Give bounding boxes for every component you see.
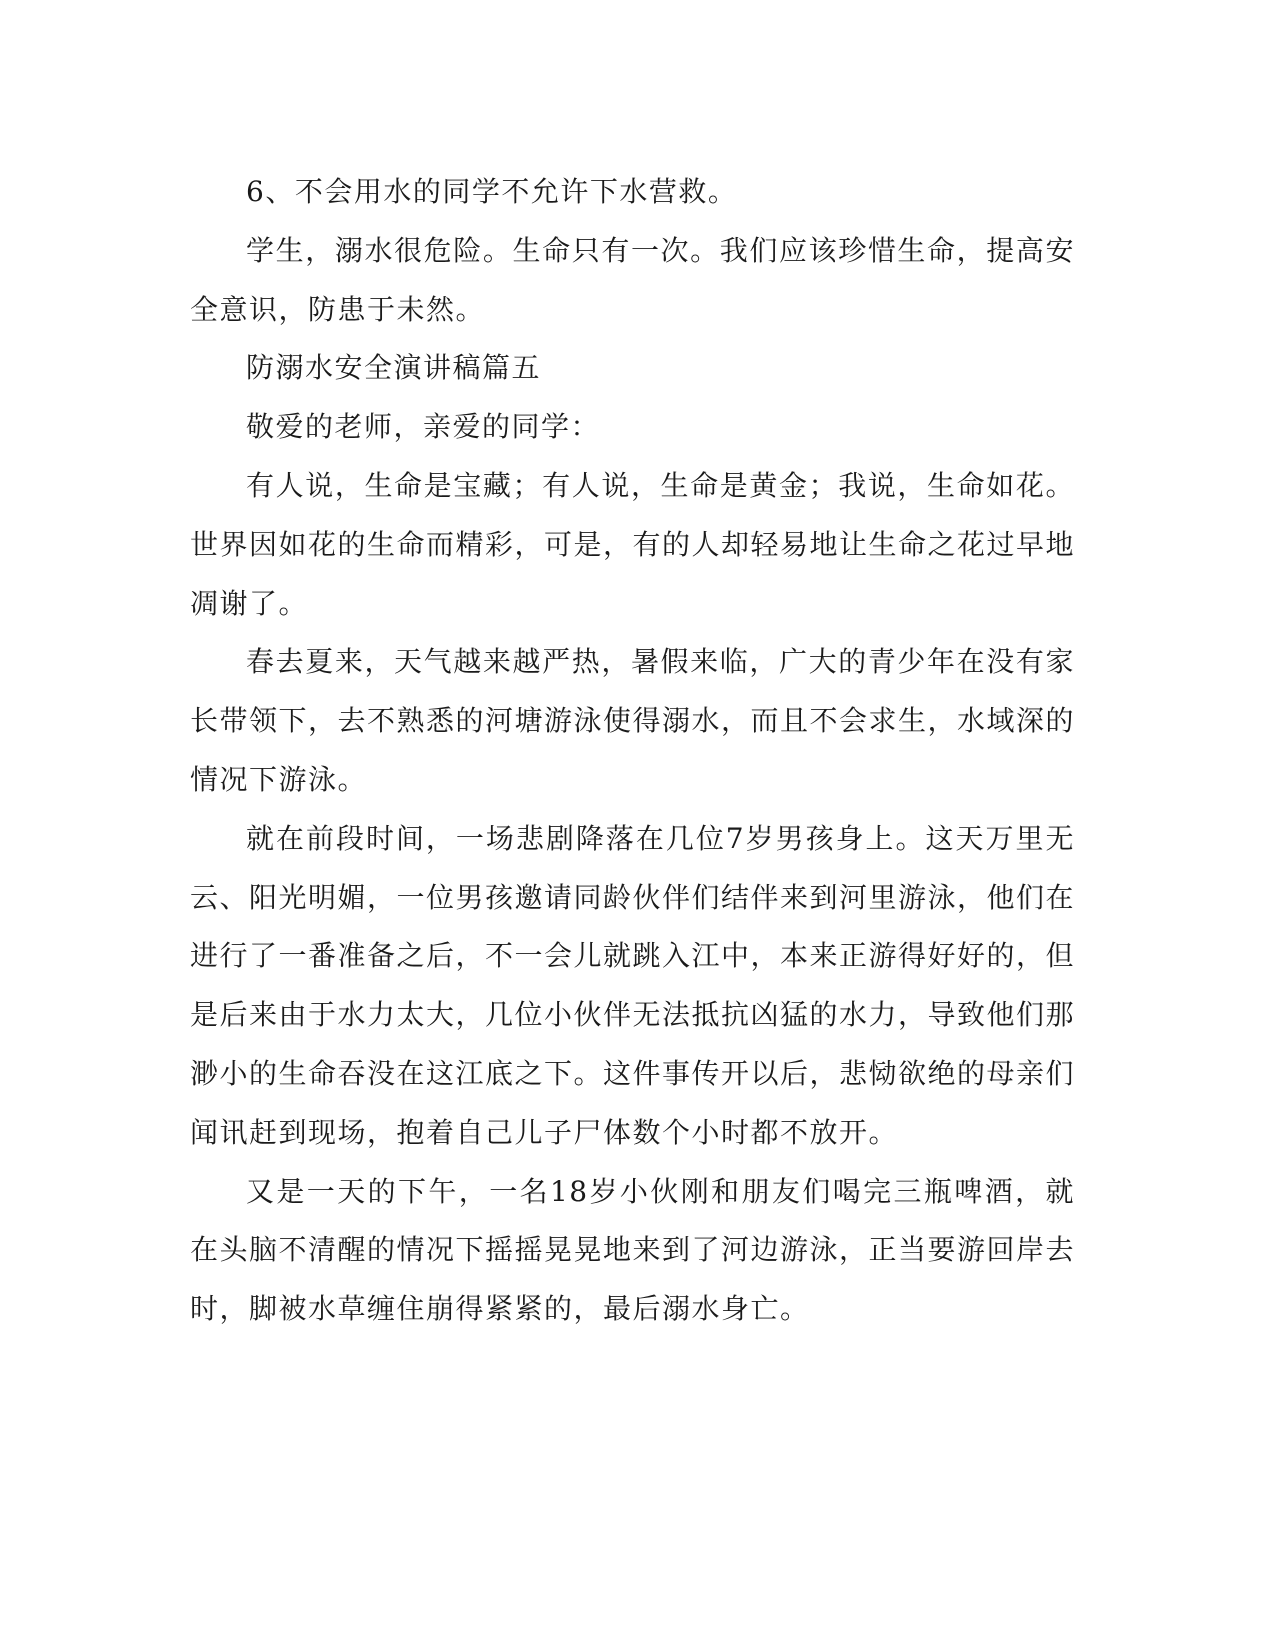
paragraph-life-flower: 有人说，生命是宝藏；有人说，生命是黄金；我说，生命如花。世界因如花的生命而精彩，可是，有的人却轻易地让生命之花过早地凋谢了。 (190, 468, 1076, 620)
paragraph-tragedy: 就在前段时间，一场悲剧降落在几位7岁男孩身上。这天万里无云、阳光明媚，一位男孩邀请同龄伙伴们结伴来到河里游泳，他们在进行了一番准备之后，不一会儿就跳入江中，本来正游得好好的，但是后来由于水力太大，几位小伙伴无法抵抗凶猛的水力，导致他们那渺小的生命吞没在这江底之下。这件事传开以后，悲恸欲绝的母亲们闻讯赶到现场，抱着自己儿子尸体数个小时都不放开。 (190, 821, 1076, 1149)
paragraph-conclusion: 学生，溺水很危险。生命只有一次。我们应该珍惜生命，提高安全意识，防患于未然。 (190, 233, 1075, 326)
section-heading: 防溺水安全演讲稿篇五 (246, 351, 542, 385)
paragraph-drunk-swimmer: 又是一天的下午，一名18岁小伙刚和朋友们喝完三瓶啤酒，就在头脑不清醒的情况下摇摇晃晃地来到了河边游泳，正当要游回岸去时，脚被水草缠住崩得紧紧的，最后溺水身亡。 (190, 1174, 1076, 1326)
paragraph-rule-6: 6、不会用水的同学不允许下水营救。 (246, 175, 738, 208)
paragraph-summer: 春去夏来，天气越来越严热，暑假来临，广大的青少年在没有家长带领下，去不熟悉的河塘游泳使得溺水，而且不会求生，水域深的情况下游泳。 (190, 645, 1076, 796)
salutation: 敬爱的老师，亲爱的同学： (246, 410, 601, 444)
document-body (190, 163, 1075, 1339)
